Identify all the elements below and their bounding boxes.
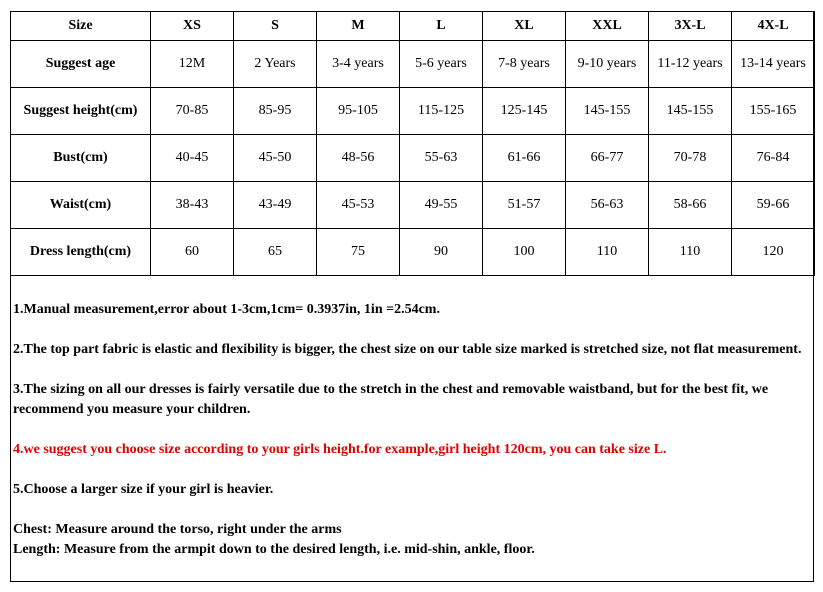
table-cell: 45-50 xyxy=(234,135,317,182)
note-measurement-error: 1.Manual measurement,error about 1-3cm,1cm= 0.3937in, 1in =2.54cm. xyxy=(13,302,440,317)
table-cell: 110 xyxy=(649,229,732,276)
table-cell: 76-84 xyxy=(732,135,815,182)
table-cell: 51-57 xyxy=(483,182,566,229)
table-cell: 7-8 years xyxy=(483,41,566,88)
table-cell: 90 xyxy=(400,229,483,276)
table-cell: 13-14 years xyxy=(732,41,815,88)
table-cell: 125-145 xyxy=(483,88,566,135)
table-cell: 61-66 xyxy=(483,135,566,182)
table-cell: 11-12 years xyxy=(649,41,732,88)
row-label: Suggest height(cm) xyxy=(11,88,151,135)
note-chest-measure: Chest: Measure around the torso, right under the arms xyxy=(13,522,342,537)
table-body xyxy=(11,12,815,276)
note-length-measure: Length: Measure from the armpit down to the desired length, i.e. mid-shin, ankle, floor. xyxy=(13,542,535,557)
row-label: Dress length(cm) xyxy=(11,229,151,276)
table-cell: 95-105 xyxy=(317,88,400,135)
table-cell: 59-66 xyxy=(732,182,815,229)
table-cell: 48-56 xyxy=(317,135,400,182)
header-cell-s: S xyxy=(234,12,317,41)
row-label: Waist(cm) xyxy=(11,182,151,229)
table-cell: 49-55 xyxy=(400,182,483,229)
header-cell-l: L xyxy=(400,12,483,41)
table-cell: 55-63 xyxy=(400,135,483,182)
header-cell-m: M xyxy=(317,12,400,41)
table-header-row xyxy=(11,12,815,41)
table-cell: 85-95 xyxy=(234,88,317,135)
row-label: Bust(cm) xyxy=(11,135,151,182)
header-cell-size: Size xyxy=(11,12,151,41)
table-cell: 56-63 xyxy=(566,182,649,229)
table-cell: 145-155 xyxy=(566,88,649,135)
table-cell: 65 xyxy=(234,229,317,276)
table-cell: 145-155 xyxy=(649,88,732,135)
table-cell: 40-45 xyxy=(151,135,234,182)
note-fabric-elasticity: 2.The top part fabric is elastic and flexibility is bigger, the chest size on our table size marked is stretched size, not flat measurement. xyxy=(13,342,802,357)
table-cell: 38-43 xyxy=(151,182,234,229)
table-cell: 60 xyxy=(151,229,234,276)
note-sizing-versatile: 3.The sizing on all our dresses is fairly versatile due to the stretch in the chest and removable waistband, but for the best fit, we recommend you measure your children. xyxy=(13,382,769,417)
table-cell: 5-6 years xyxy=(400,41,483,88)
header-cell-xs: XS xyxy=(151,12,234,41)
table-cell: 115-125 xyxy=(400,88,483,135)
table-row xyxy=(11,41,815,88)
table-cell: 12M xyxy=(151,41,234,88)
table-cell: 2 Years xyxy=(234,41,317,88)
table-cell: 58-66 xyxy=(649,182,732,229)
table-row xyxy=(11,135,815,182)
table-cell: 75 xyxy=(317,229,400,276)
table-cell: 66-77 xyxy=(566,135,649,182)
header-cell-xxl: XXL xyxy=(566,12,649,41)
table-cell: 43-49 xyxy=(234,182,317,229)
table-cell: 70-85 xyxy=(151,88,234,135)
table-cell: 155-165 xyxy=(732,88,815,135)
header-cell-xl: XL xyxy=(483,12,566,41)
table-cell: 110 xyxy=(566,229,649,276)
note-size-by-height: 4.we suggest you choose size according to your girls height.for example,girl height 120cm, you can take size L. xyxy=(13,442,667,457)
table-cell: 9-10 years xyxy=(566,41,649,88)
note-larger-size: 5.Choose a larger size if your girl is heavier. xyxy=(13,482,274,497)
header-cell-3x-l: 3X-L xyxy=(649,12,732,41)
table-row xyxy=(11,229,815,276)
table-cell: 120 xyxy=(732,229,815,276)
table-cell: 45-53 xyxy=(317,182,400,229)
table-row xyxy=(11,88,815,135)
notes-section xyxy=(13,300,809,560)
row-label: Suggest age xyxy=(11,41,151,88)
size-table xyxy=(10,11,815,276)
table-cell: 3-4 years xyxy=(317,41,400,88)
size-chart xyxy=(10,11,814,582)
table-cell: 100 xyxy=(483,229,566,276)
table-cell: 70-78 xyxy=(649,135,732,182)
table-row xyxy=(11,182,815,229)
header-cell-4x-l: 4X-L xyxy=(732,12,815,41)
